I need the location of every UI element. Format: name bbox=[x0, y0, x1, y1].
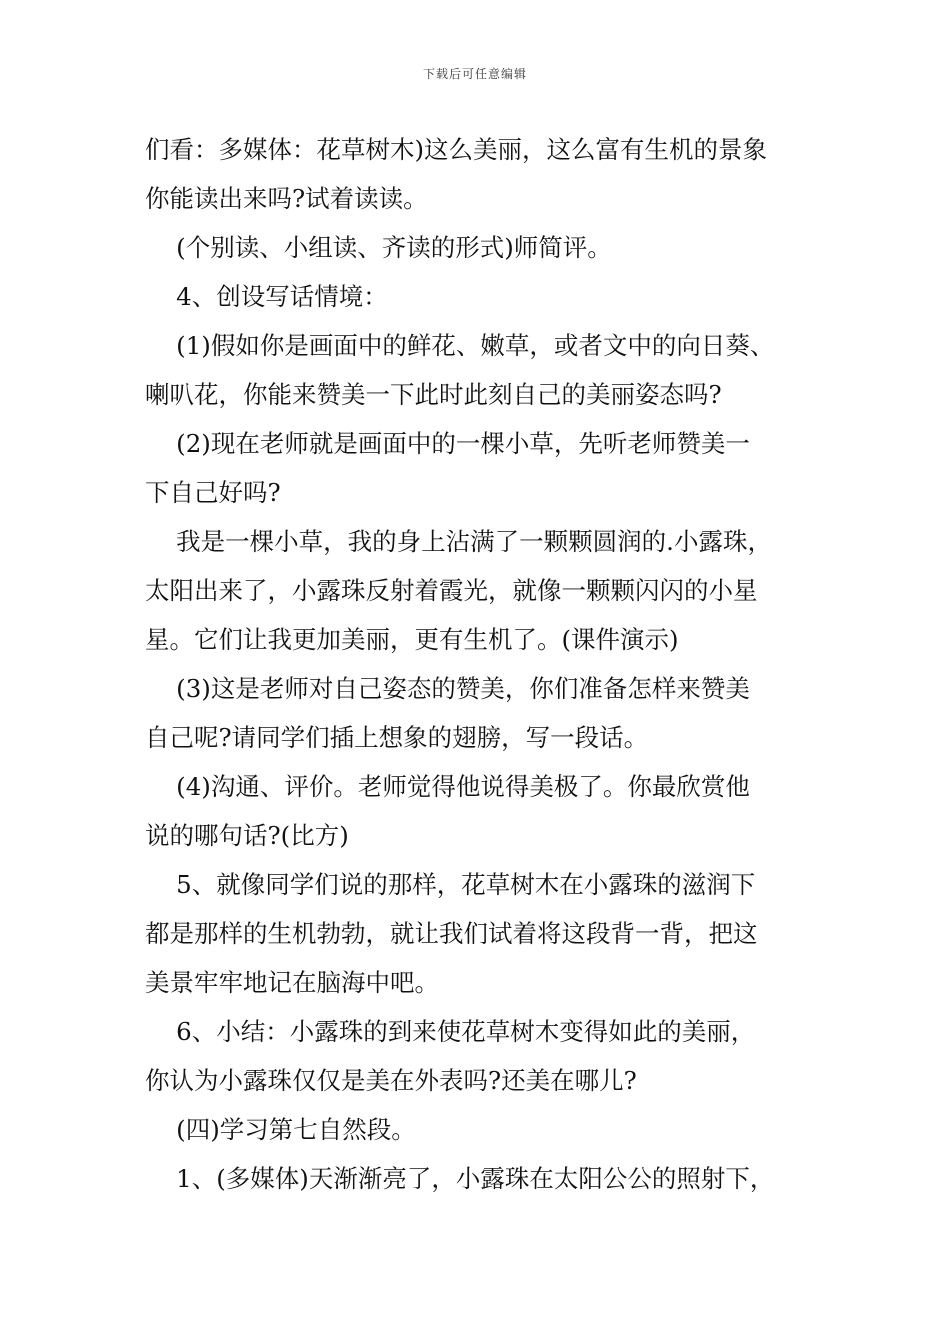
page-header: 下载后可任意编辑 bbox=[422, 67, 527, 81]
paragraph-step-4: 4、创设写话情境： bbox=[145, 282, 388, 311]
document-body bbox=[145, 125, 835, 1203]
paragraph-step-6: 6、小结：小露珠的到来使花草树木变得如此的美丽， 你认为小露珠仅仅是美在外表吗?还美在哪儿? bbox=[145, 1017, 756, 1095]
paragraph-sub-4: (4)沟通、评价。老师觉得他说得美极了。你最欣赏他 说的哪句话?(比方) bbox=[145, 772, 750, 850]
paragraph-sub-3: (3)这是老师对自己姿态的赞美，你们准备怎样来赞美 自己呢?请同学们插上想象的翅膀，写一段话。 bbox=[145, 674, 750, 752]
paragraph-step-5: 5、就像同学们说的那样，花草树木在小露珠的滋润下 都是那样的生机勃勃，就让我们试着将这段背一背，把这 美景牢牢地记在脑海中吧。 bbox=[145, 870, 758, 997]
paragraph-reading-forms: (个别读、小组读、齐读的形式)师简评。 bbox=[145, 233, 612, 262]
section-heading-four: (四)学习第七自然段。 bbox=[145, 1115, 416, 1144]
paragraph-continuation: 们看：多媒体：花草树木)这么美丽，这么富有生机的景象 你能读出来吗?试着读读。 bbox=[145, 135, 768, 213]
paragraph-section-4-step-1: 1、(多媒体)天渐渐亮了，小露珠在太阳公公的照射下， bbox=[145, 1164, 775, 1193]
paragraph-teacher-example: 我是一棵小草，我的身上沾满了一颗颗圆润的.小露珠， 太阳出来了，小露珠反射着霞光，就像一颗颗闪闪的小星 星。它们让我更加美丽，更有生机了。(课件演示) bbox=[145, 527, 772, 654]
paragraph-sub-1: (1)假如你是画面中的鲜花、嫩草，或者文中的向日葵、 喇叭花，你能来赞美一下此时此刻自己的美丽姿态吗? bbox=[145, 331, 775, 409]
paragraph-sub-2: (2)现在老师就是画面中的一棵小草，先听老师赞美一 下自己好吗? bbox=[145, 429, 750, 507]
